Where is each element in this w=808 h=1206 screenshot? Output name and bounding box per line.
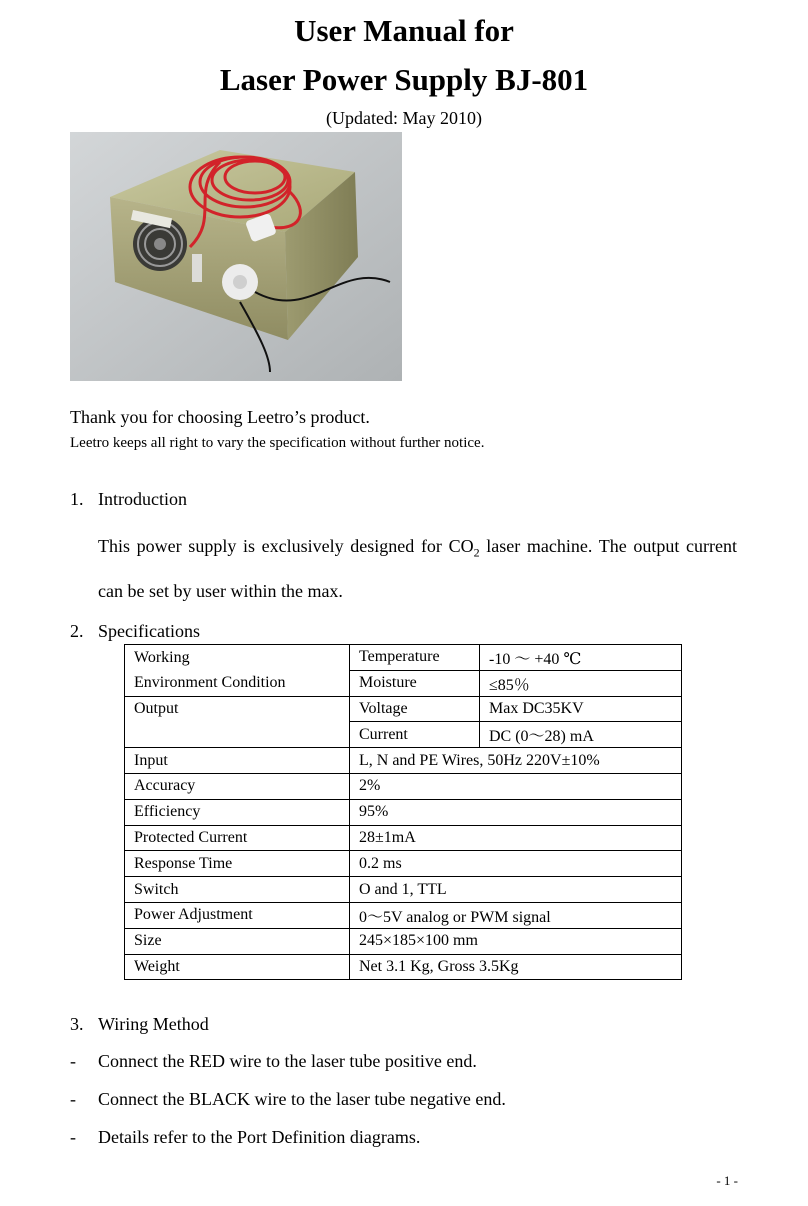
table-row <box>125 928 682 954</box>
spec-value: O and 1, TTL <box>350 877 682 903</box>
section-3-heading: Wiring Method <box>98 1014 209 1034</box>
table-row <box>125 670 682 696</box>
title-line-1: User Manual for <box>294 13 514 48</box>
intro-text-sub: 2 <box>473 545 480 560</box>
wiring-item-3: Details refer to the Port Definition diagrams. <box>98 1127 421 1147</box>
title-line-2: Laser Power Supply BJ-801 <box>219 62 589 97</box>
voltage-value: Max DC35KV <box>480 696 682 722</box>
spec-value: 95% <box>350 799 682 825</box>
moisture-value: ≤85％ <box>480 670 682 696</box>
power-supply-image <box>70 132 402 381</box>
intro-text-pre: This power supply is exclusively designed for CO <box>98 536 474 556</box>
wiring-item-1: Connect the RED wire to the laser tube positive end. <box>98 1051 477 1071</box>
current-value: DC (0～28) mA <box>480 722 682 748</box>
intro-text-post: laser machine. The output current can be set by user within the max. <box>98 536 738 601</box>
table-row <box>125 851 682 877</box>
section-2-number: 2. <box>70 621 84 641</box>
table-row <box>125 902 682 928</box>
spec-label: Power Adjustment <box>125 902 350 928</box>
wiring-item-2: Connect the BLACK wire to the laser tube negative end. <box>98 1089 506 1109</box>
spec-label: Efficiency <box>125 799 350 825</box>
specifications-table <box>124 644 682 980</box>
product-photo <box>70 132 402 381</box>
table-row <box>125 954 682 980</box>
spec-label: Size <box>125 928 350 954</box>
table-row <box>125 696 682 722</box>
page-number: - 1 - <box>716 1173 738 1188</box>
spec-label: Weight <box>125 954 350 980</box>
bullet-dash: - <box>70 1089 76 1109</box>
table-row <box>125 773 682 799</box>
output-blank-cell <box>125 722 350 748</box>
spec-value: 245×185×100 mm <box>350 928 682 954</box>
temperature-value: -10 ～ +40 ℃ <box>480 645 682 671</box>
spec-label: Response Time <box>125 851 350 877</box>
table-row <box>125 722 682 748</box>
section-1-heading: Introduction <box>98 489 187 509</box>
current-label: Current <box>350 722 480 748</box>
env-label-line2: Environment Condition <box>125 670 350 696</box>
spec-value: 2% <box>350 773 682 799</box>
section-3-number: 3. <box>70 1014 84 1034</box>
voltage-label: Voltage <box>350 696 480 722</box>
spec-value: 28±1mA <box>350 825 682 851</box>
spec-value: Net 3.1 Kg, Gross 3.5Kg <box>350 954 682 980</box>
moisture-label: Moisture <box>350 670 480 696</box>
spec-label: Protected Current <box>125 825 350 851</box>
spec-value: 0.2 ms <box>350 851 682 877</box>
table-row <box>125 645 682 671</box>
env-label-line1: Working <box>125 645 350 671</box>
spec-value: 0～5V analog or PWM signal <box>350 902 682 928</box>
bullet-dash: - <box>70 1127 76 1147</box>
output-label: Output <box>125 696 350 722</box>
temperature-label: Temperature <box>350 645 480 671</box>
table-row <box>125 825 682 851</box>
bullet-dash: - <box>70 1051 76 1071</box>
spec-label: Switch <box>125 877 350 903</box>
spec-label: Accuracy <box>125 773 350 799</box>
updated-date: (Updated: May 2010) <box>326 108 482 128</box>
intro-paragraph <box>98 527 737 610</box>
thanks-text: Thank you for choosing Leetro’s product. <box>70 407 370 427</box>
spec-value: L, N and PE Wires, 50Hz 220V±10% <box>350 748 682 774</box>
table-row <box>125 877 682 903</box>
table-row <box>125 748 682 774</box>
spec-label: Input <box>125 748 350 774</box>
section-2-heading: Specifications <box>98 621 200 641</box>
notice-text: Leetro keeps all right to vary the specification without further notice. <box>70 435 485 451</box>
table-row <box>125 799 682 825</box>
section-1-number: 1. <box>70 489 84 509</box>
